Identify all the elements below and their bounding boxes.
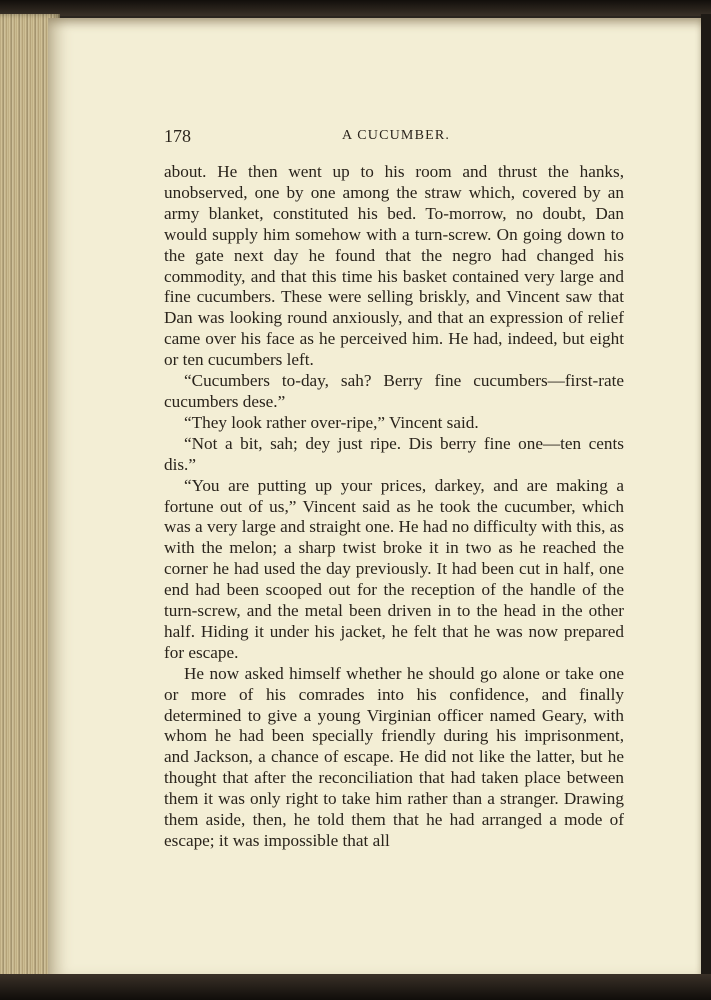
scan-top-border bbox=[0, 0, 711, 16]
paragraph: “Cucumbers to-day, sah? Berry fine cucumbers—first-rate cucumbers dese.” bbox=[164, 371, 624, 411]
paragraph: “They look rather over-ripe,” Vincent said. bbox=[184, 412, 479, 432]
paragraph: “You are putting up your prices, darkey, and are making a fortune out of us,” Vincent said as he took the cucumber, which was a very large and straight one. He had no difficulty with this, as with the melon; a sharp twist broke it in two as he reached the corner he had used the day previously. It had been cut in half, one end had been scooped out for the reception of the handle of the turn-screw, and the metal been driven in to the head in the other half. Hiding it under his jacket, he felt that he was now prepared for escape. bbox=[164, 475, 624, 662]
page-header bbox=[164, 126, 624, 156]
page-number: 178 bbox=[164, 126, 191, 146]
scan-bottom-border bbox=[0, 974, 711, 1000]
body-text bbox=[164, 162, 624, 852]
paragraph: He now asked himself whether he should go alone or take one or more of his comrades into his confidence, and finally determined to give a young Virginian officer named Geary, with whom he had been specially friendly during his imprisonment, and Jackson, a chance of escape. He did not like the latter, but he thought that after the reconciliation that had taken place between them it was only right to take him rather than a stranger. Drawing them aside, then, he told them that he had arranged a mode of escape; it was impossible that all bbox=[164, 663, 624, 850]
running-head: A CUCUMBER. bbox=[342, 128, 451, 143]
scan-right-border bbox=[701, 14, 711, 984]
paragraph: “Not a bit, sah; dey just ripe. Dis berry fine one—ten cents dis.” bbox=[164, 433, 624, 474]
paragraph: about. He then went up to his room and thrust the hanks, unobserved, one by one among the straw which, covered by an army blanket, constituted his bed. To-morrow, no doubt, Dan would supply him somehow with a turn-screw. On going down to the gate next day he found that the negro had changed his commodity, and that this time his basket contained very large and fine cucumbers. These were selling briskly, and Vincent saw that Dan was looking round anxiously, and that an expression of relief came over his face as he perceived him. He had, indeed, but eight or ten cucumbers left. bbox=[164, 162, 624, 370]
